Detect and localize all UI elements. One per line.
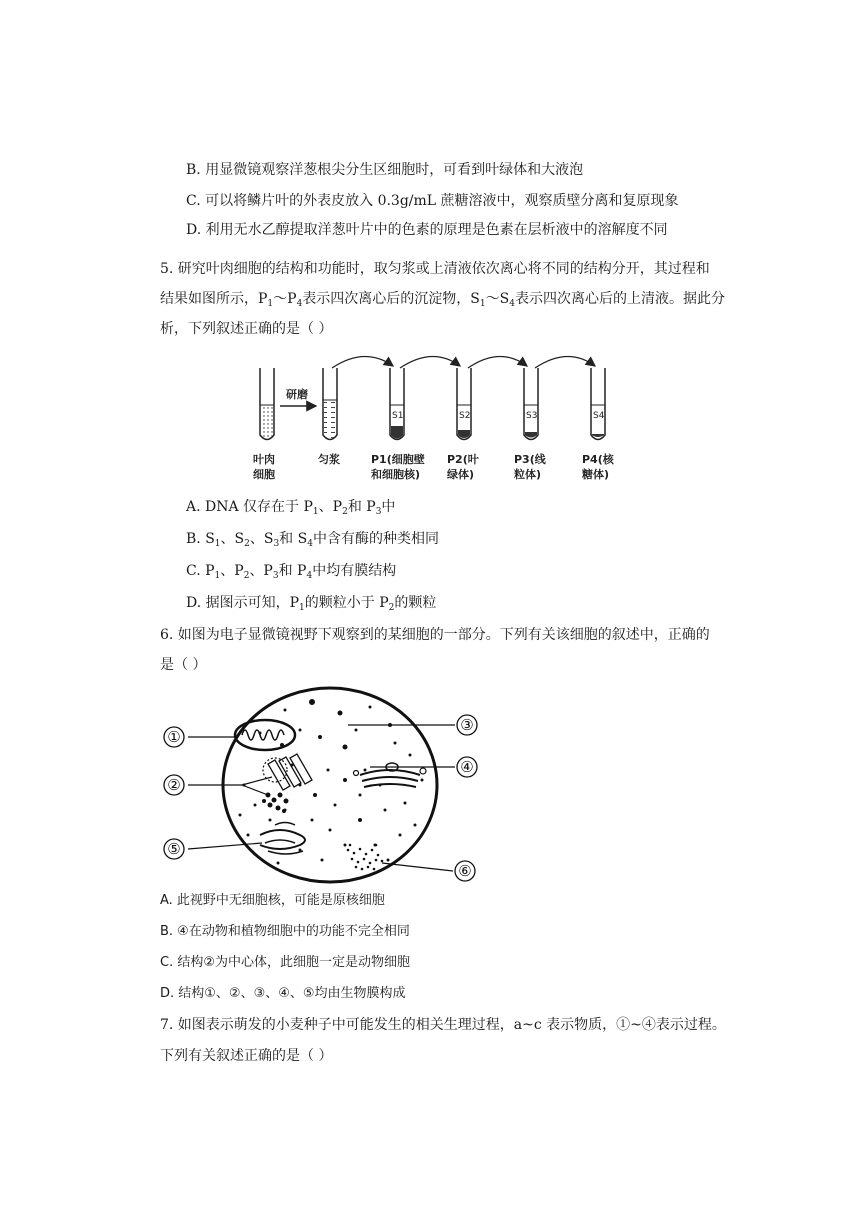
s3-label: S3 [526,411,538,421]
q5-stem-line1: 5. 研究叶肉细胞的结构和功能时，取匀浆或上清液依次离心将不同的结构分开，其过程和 [160,261,710,277]
q5-stem-line3: 析，下列叙述正确的是（ ） [160,321,333,337]
centrifuge-diagram [250,350,630,490]
q7-stem-line2: 下列有关叙述正确的是（ ） [160,1048,333,1064]
mitochondrion [235,720,295,750]
tube-homogenate [323,368,337,440]
q6-option-a: A. 此视野中无细胞核，可能是原核细胞 [160,893,385,908]
transfer-arrow-4 [535,356,595,368]
tube-label-p2-1: P2(叶 [447,453,479,466]
tube-label-p1-1: P1(细胞壁 [371,453,425,466]
q6-stem-line1: 6. 如图为电子显微镜视野下观察到的某细胞的一部分。下列有关该细胞的叙述中，正确的 [160,627,710,643]
s1-label: S1 [392,411,404,421]
q6-stem-line2: 是（ ） [160,657,207,673]
q6-option-b: B. ④在动物和植物细胞中的功能不完全相同 [160,924,410,939]
s4-label: S4 [593,411,605,421]
tube-label-p3-2: 粒体) [514,468,542,481]
tube-label-leaf-2: 细胞 [253,468,275,481]
q6-option-d: D. 结构①、②、③、④、⑤均由生物膜构成 [160,986,406,1001]
q5-option-b: B. $S_1$、$S_2$、$S_3$和 $S_4$中含有酶的种类相同 [186,531,439,549]
label-3 [457,715,477,735]
q5-option-c: C. $P_1$、$P_2$、$P_3$和 $P_4$中均有膜结构 [186,563,397,581]
q4-option-c: C. 可以将鳞片叶的外表皮放入 0.3g/mL 蔗糖溶液中，观察质壁分离和复原现象 [186,193,679,209]
svg-text:⑤: ⑤ [167,840,181,858]
label-1 [164,727,184,747]
s2-label: S2 [459,411,471,421]
tube-p2 [457,368,471,440]
q4-option-b: B. 用显微镜观察洋葱根尖分生区细胞时，可看到叶绿体和大液泡 [186,162,584,178]
svg-text:②: ② [167,776,181,794]
tube-p1 [390,368,404,440]
q4-option-d: D. 利用无水乙醇提取洋葱叶片中的色素的原理是色素在层析液中的溶解度不同 [186,222,668,238]
svg-text:⑥: ⑥ [458,862,472,880]
label-6 [455,861,475,881]
tube-label-p4-2: 糖体) [582,468,610,481]
tube-label-p3-1: P3(线 [514,453,546,466]
ribosome-cluster [347,844,384,871]
q6-option-c: C. 结构②为中心体，此细胞一定是动物细胞 [160,955,410,970]
tube-p4 [591,368,605,440]
tube-p3 [524,368,538,440]
q5-option-a: A. DNA 仅存在于 $P_1$、$P_2$和 $P_3$中 [186,499,396,517]
endoplasmic-reticulum [260,823,305,855]
cell-diagram [160,685,480,890]
q5-option-d: D. 据图示可知，$P_1$的颗粒小于 $P_2$的颗粒 [186,595,437,613]
label-2 [164,775,184,795]
tube-label-homogenate: 匀浆 [318,453,340,466]
transfer-arrow-3 [468,356,527,368]
grind-label: 研磨 [286,388,308,401]
svg-text:④: ④ [460,758,474,776]
centrosome [262,754,312,813]
svg-text:①: ① [167,728,181,746]
tube-label-p4-1: P4(核 [582,453,614,466]
svg-text:③: ③ [460,716,474,734]
transfer-arrow-2 [400,356,460,368]
q7-stem-line1: 7. 如图表示萌发的小麦种子中可能发生的相关生理过程，a~c 表示物质，①~④表示过程。 [160,1017,726,1033]
tube-leaf-cells [260,368,274,440]
ribosome-dots [239,699,424,865]
q5-stem-line2: 结果如图所示，$P_1\sim P_4$表示四次离心后的沉淀物，$S_1\sim S_4$表示四次离心后的上清液。据此分 [160,291,725,309]
tube-label-p1-2: 和细胞核) [371,468,421,481]
transfer-arrow-1 [332,356,393,368]
tube-label-p2-2: 绿体) [447,468,475,481]
label-4 [457,757,477,777]
label-5 [164,839,184,859]
tube-label-leaf-1: 叶肉 [253,453,275,466]
